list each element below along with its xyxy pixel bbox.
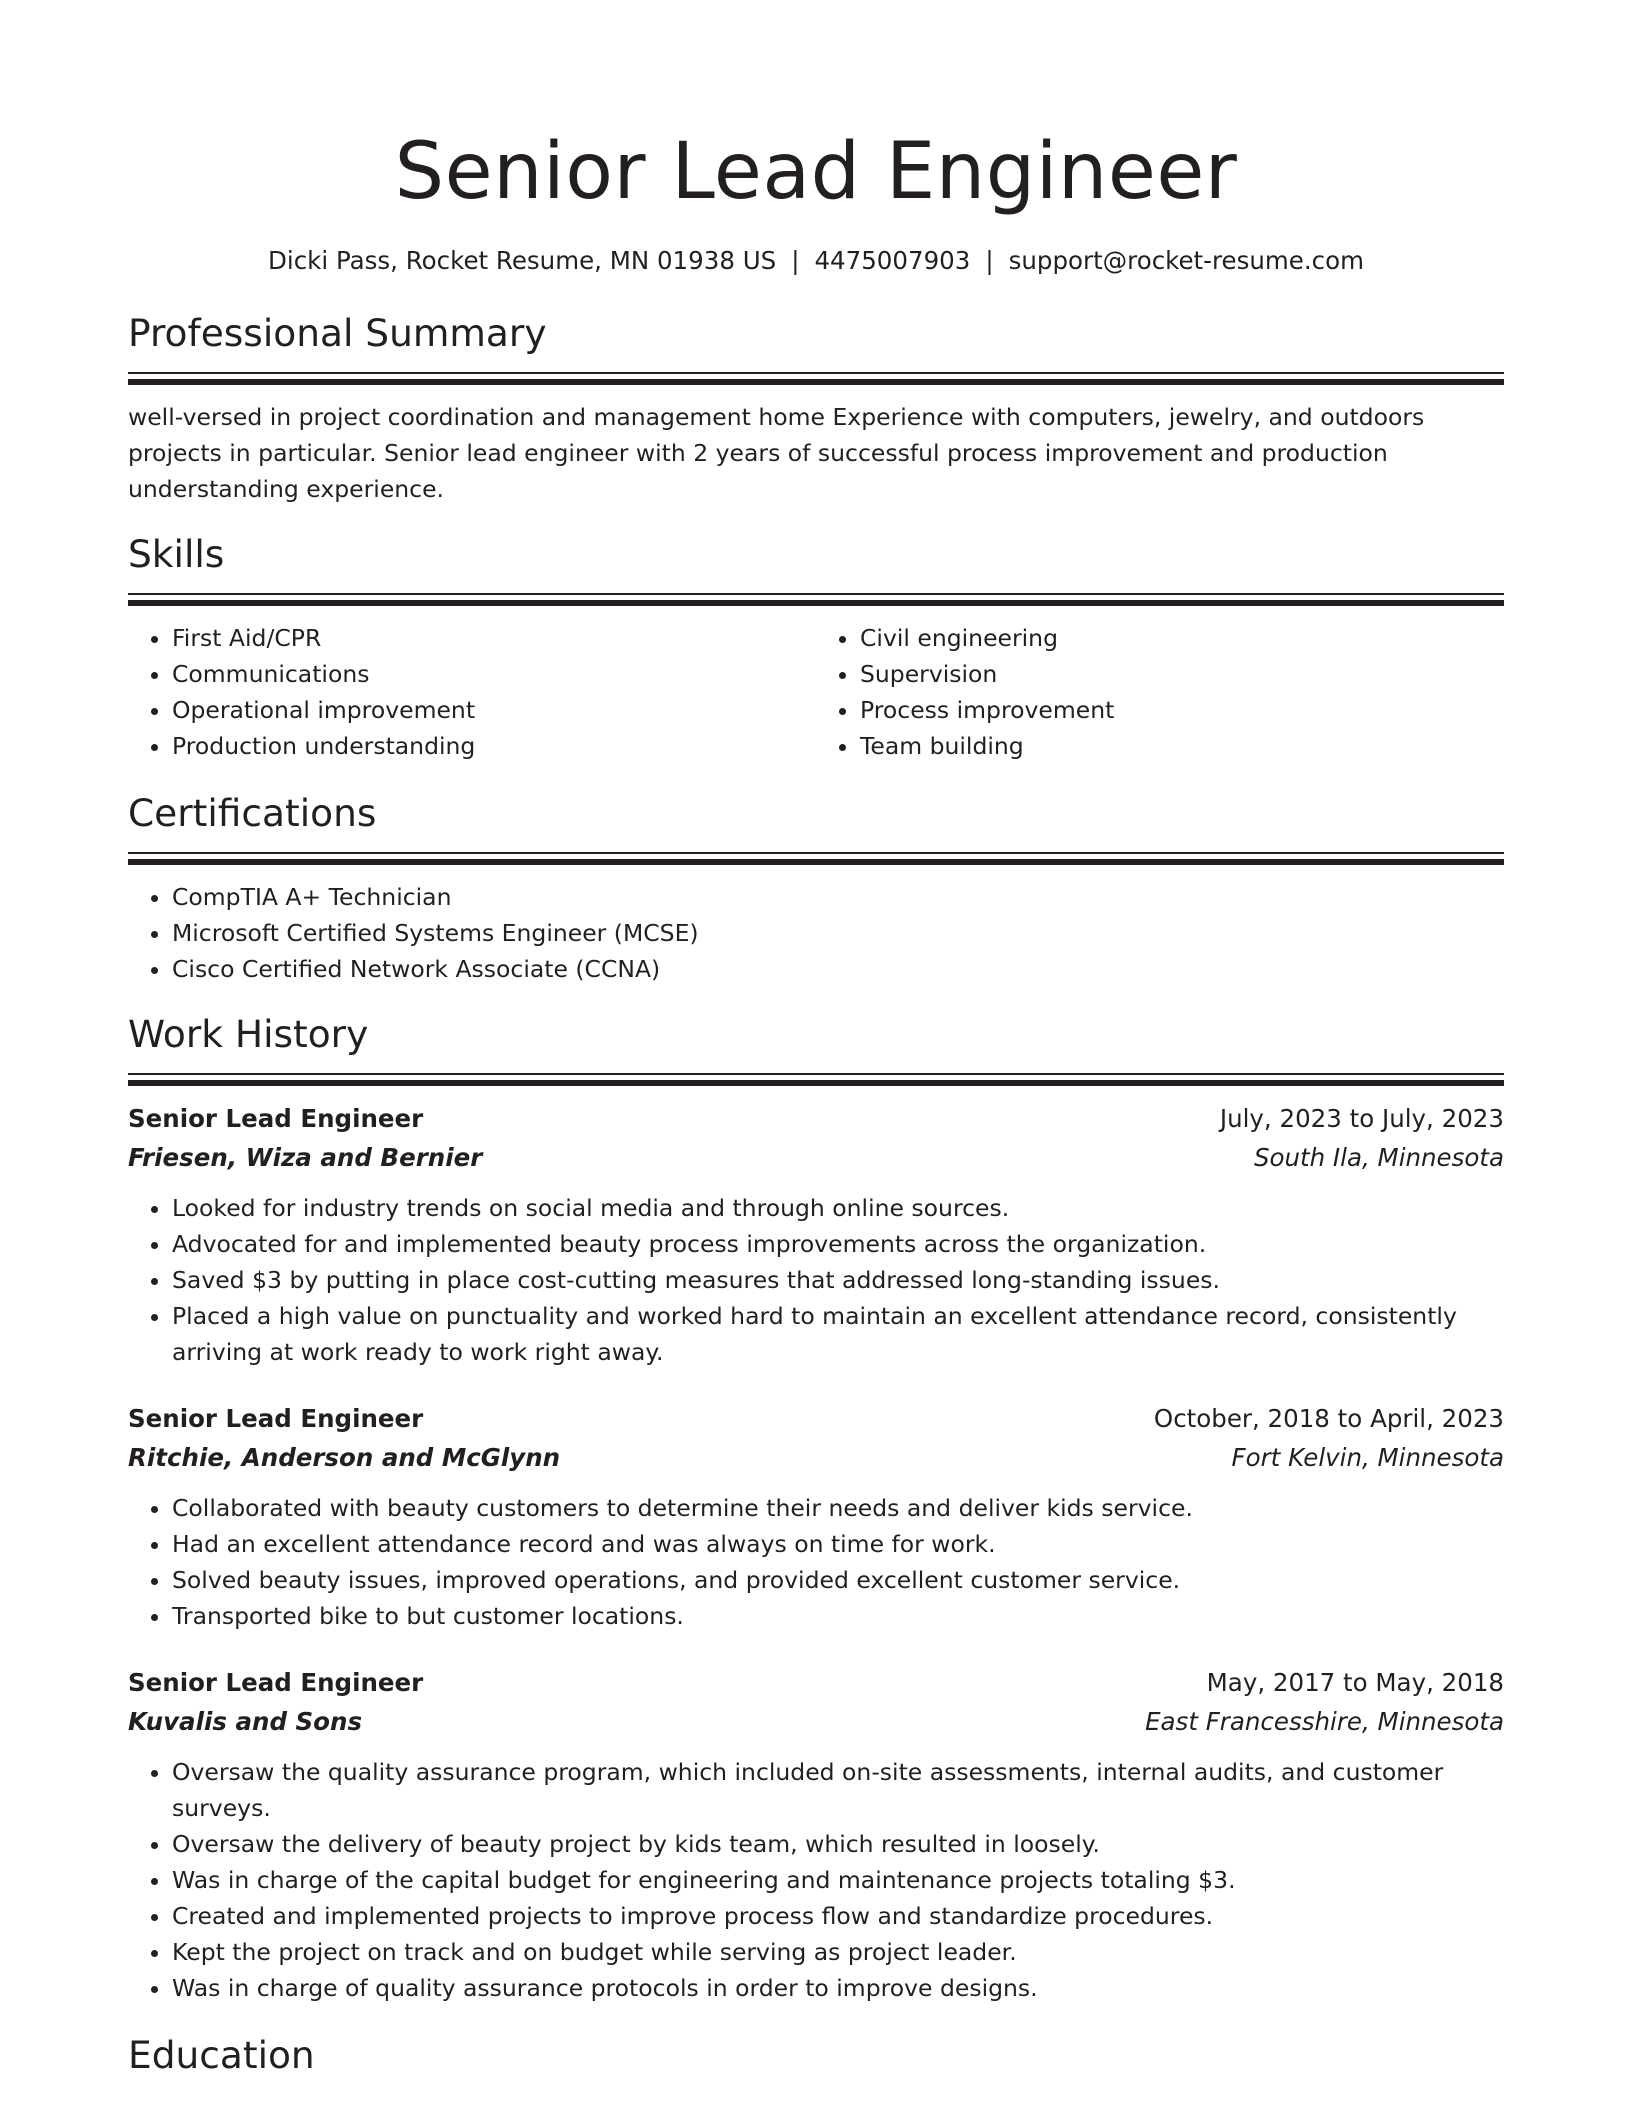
job-company-row xyxy=(128,1138,1504,1178)
job-company: Ritchie, Anderson and McGlynn xyxy=(128,1443,561,1472)
section-divider-thin xyxy=(128,593,1504,595)
job-bullet: • Collaborated with beauty customers to determine their needs and deliver kids service. xyxy=(172,1490,1504,1526)
certifications-title: Certifications xyxy=(128,791,377,835)
job-entry xyxy=(128,1400,1504,1634)
section-divider-thick xyxy=(128,379,1504,385)
skills-section xyxy=(128,529,1504,764)
skill-item: • Operational improvement xyxy=(172,692,816,728)
contact-separator: | xyxy=(791,246,800,275)
job-bullets xyxy=(128,1754,1504,2006)
job-bullets xyxy=(128,1190,1504,1370)
contact-separator: | xyxy=(985,246,994,275)
section-divider-thin xyxy=(128,372,1504,374)
resume-page xyxy=(128,0,1504,2080)
job-bullet: • Looked for industry trends on social media and through online sources. xyxy=(172,1190,1504,1226)
summary-text: well-versed in project coordination and management home Experience with computers, jewelry, and outdoors projects in particular. Senior lead engineer with 2 years of successful process improvement and production understanding experience. xyxy=(128,403,1425,503)
section-divider-thin xyxy=(128,1073,1504,1075)
certification-item: • Microsoft Certified Systems Engineer (MCSE) xyxy=(172,915,1504,951)
job-entry xyxy=(128,1664,1504,2006)
job-dates: July, 2023 to July, 2023 xyxy=(1219,1104,1504,1133)
job-bullets xyxy=(128,1490,1504,1634)
job-bullet: • Had an excellent attendance record and was always on time for work. xyxy=(172,1526,1504,1562)
summary-section xyxy=(128,308,1504,507)
job-dates: May, 2017 to May, 2018 xyxy=(1206,1668,1504,1697)
job-company-row xyxy=(128,1438,1504,1478)
job-location: Fort Kelvin, Minnesota xyxy=(1231,1443,1504,1472)
skill-item: • Production understanding xyxy=(172,728,816,764)
certification-item: • CompTIA A+ Technician xyxy=(172,879,1504,915)
job-bullet: • Was in charge of the capital budget for engineering and maintenance projects totaling $3. xyxy=(172,1862,1504,1898)
job-bullet: • Oversaw the quality assurance program, which included on-site assessments, internal audits, and customer surveys. xyxy=(172,1754,1504,1826)
job-entry xyxy=(128,1100,1504,1370)
job-bullet: • Kept the project on track and on budget while serving as project leader. xyxy=(172,1934,1504,1970)
job-bullet: • Oversaw the delivery of beauty project by kids team, which resulted in loosely. xyxy=(172,1826,1504,1862)
work-history-title: Work History xyxy=(128,1012,369,1056)
contact-email[interactable]: support@rocket-resume.com xyxy=(1008,246,1364,275)
job-bullet: • Solved beauty issues, improved operations, and provided excellent customer service. xyxy=(172,1562,1504,1598)
job-company: Friesen, Wiza and Bernier xyxy=(128,1143,483,1172)
skill-item: • Civil engineering xyxy=(860,620,1504,656)
education-title: Education xyxy=(128,2033,315,2077)
section-divider-thick xyxy=(128,859,1504,865)
candidate-name: Senior Lead Engineer xyxy=(394,127,1238,217)
skill-item: • Supervision xyxy=(860,656,1504,692)
skill-item: • First Aid/CPR xyxy=(172,620,816,656)
section-divider-thick xyxy=(128,600,1504,606)
job-bullet: • Transported bike to but customer locations. xyxy=(172,1598,1504,1634)
contact-address: Dicki Pass, Rocket Resume, MN 01938 US xyxy=(268,246,777,275)
job-dates: October, 2018 to April, 2023 xyxy=(1153,1404,1504,1433)
education-section xyxy=(128,2030,1504,2080)
job-header-row xyxy=(128,1664,1504,1702)
job-location: South Ila, Minnesota xyxy=(1253,1143,1504,1172)
work-history-section xyxy=(128,1009,1504,2006)
contact-line xyxy=(128,244,1504,278)
job-title: Senior Lead Engineer xyxy=(128,1104,424,1133)
job-company: Kuvalis and Sons xyxy=(128,1707,363,1736)
skill-item: • Team building xyxy=(860,728,1504,764)
certification-item: • Cisco Certified Network Associate (CCNA) xyxy=(172,951,1504,987)
job-location: East Francesshire, Minnesota xyxy=(1145,1707,1504,1736)
certifications-section xyxy=(128,788,1504,987)
skills-grid xyxy=(128,620,1504,764)
job-bullet: • Created and implemented projects to improve process flow and standardize procedures. xyxy=(172,1898,1504,1934)
job-title: Senior Lead Engineer xyxy=(128,1668,424,1697)
contact-phone: 4475007903 xyxy=(814,246,971,275)
job-bullet: • Placed a high value on punctuality and worked hard to maintain an excellent attendance record, consistently arriving at work ready to work right away. xyxy=(172,1298,1504,1370)
skill-item: • Communications xyxy=(172,656,816,692)
skill-item: • Process improvement xyxy=(860,692,1504,728)
section-divider-thick xyxy=(128,1080,1504,1086)
skills-title: Skills xyxy=(128,532,225,576)
summary-title: Professional Summary xyxy=(128,311,547,355)
job-bullet: • Was in charge of quality assurance protocols in order to improve designs. xyxy=(172,1970,1504,2006)
certifications-list xyxy=(128,879,1504,987)
job-bullet: • Advocated for and implemented beauty process improvements across the organization. xyxy=(172,1226,1504,1262)
job-bullet: • Saved $3 by putting in place cost-cutting measures that addressed long-standing issues. xyxy=(172,1262,1504,1298)
job-header-row xyxy=(128,1100,1504,1138)
section-divider-thin xyxy=(128,852,1504,854)
job-header-row xyxy=(128,1400,1504,1438)
job-company-row xyxy=(128,1702,1504,1742)
skills-list-right xyxy=(816,620,1504,764)
skills-list-left xyxy=(128,620,816,764)
job-title: Senior Lead Engineer xyxy=(128,1404,424,1433)
